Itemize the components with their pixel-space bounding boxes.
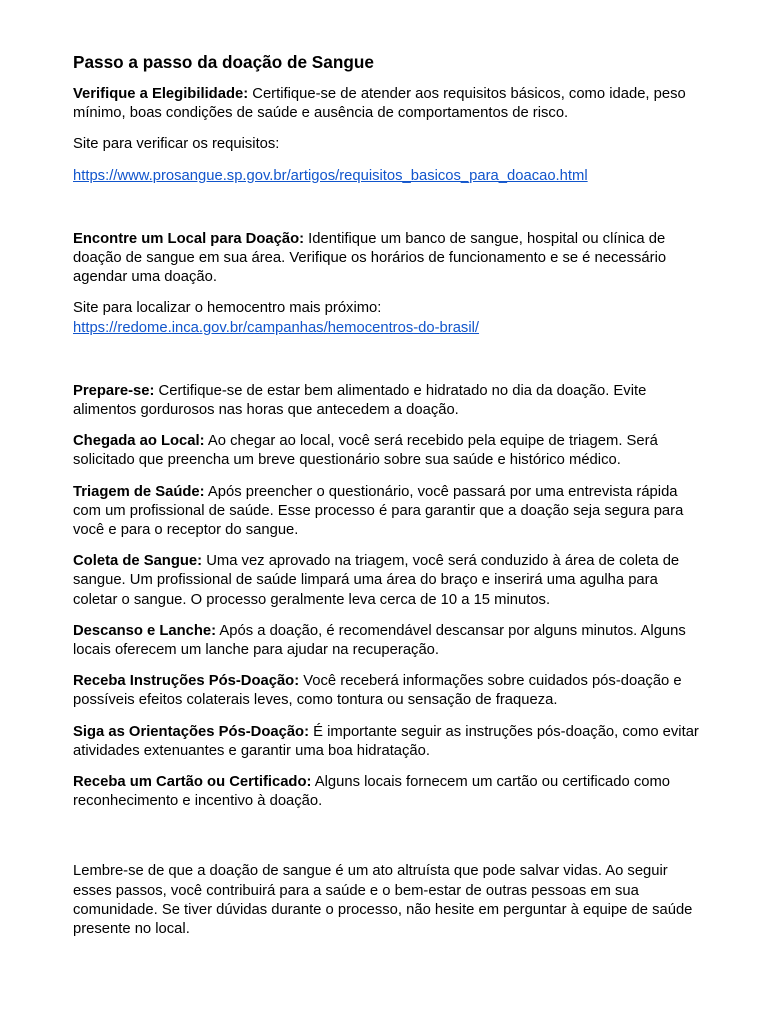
step-text: Uma vez aprovado na triagem, você será conduzido à área de coleta de sangue. Um profissional de saúde limpará uma área do braço e inserirá uma agulha para coletar o sangue. O processo geralmente leva cerca de 10 a 15 minutos. [73, 553, 680, 608]
step-paragraph [73, 672, 703, 710]
step-text: Após preencher o questionário, você passará por uma entrevista rápida com um profissional de saúde. Esse processo é para garantir que a doação seja segura para você e para o receptor do sangue. [73, 483, 684, 539]
step-label: Siga as Orientações Pós-Doação: [73, 723, 310, 740]
eligibility-label: Verifique a Elegibilidade: [73, 86, 249, 102]
requirements-link[interactable]: https://www.prosangue.sp.gov.br/artigos/requisitos_basicos_para_doacao.html [73, 167, 588, 184]
requirements-link-paragraph [73, 167, 703, 186]
eligibility-paragraph [73, 85, 703, 123]
hemocentro-site-label: Site para localizar o hemocentro mais próximo: [73, 300, 382, 317]
closing-paragraph: Lembre-se de que a doação de sangue é um ato altruísta que pode salvar vidas. Ao seguir esses passos, você contribuirá para a saúde e o bem-estar de outras pessoas em sua comunidade. Se tiver dúvidas durante o processo, não hesite em perguntar à equipe de saúde presente no local. [73, 863, 693, 938]
step-paragraph [73, 552, 703, 610]
step-text: Você receberá informações sobre cuidados pós-doação e possíveis efeitos colaterais leves, como tontura ou sensação de fraqueza. [73, 673, 682, 709]
requirements-site-label: Site para verificar os requisitos: [73, 136, 280, 153]
step-label: Coleta de Sangue: [73, 553, 203, 570]
step-label: Receba um Cartão ou Certificado: [73, 774, 312, 791]
step-label: Chegada ao Local: [73, 433, 205, 450]
step-paragraph [73, 382, 703, 420]
step-label: Descanso e Lanche: [73, 622, 217, 639]
step-paragraph [73, 432, 703, 470]
step-paragraph [73, 483, 703, 541]
step-text: Após a doação, é recomendável descansar por alguns minutos. Alguns locais oferecem um lanche para ajudar na recuperação. [73, 622, 686, 659]
step-label: Prepare-se: [73, 382, 155, 399]
step-label: Receba Instruções Pós-Doação: [73, 673, 300, 690]
location-text: Identifique um banco de sangue, hospital ou clínica de doação de sangue em sua área. Verifique os horários de funcionamento e se é necessário agendar uma doação. [73, 230, 667, 286]
step-text: Ao chegar ao local, você será recebido pela equipe de triagem. Será solicitado que preencha um breve questionário sobre sua saúde e histórico médico. [73, 433, 658, 469]
document-title: Passo a passo da doação de Sangue [73, 52, 374, 72]
step-text: Alguns locais fornecem um cartão ou certificado como reconhecimento e incentivo à doação. [73, 774, 671, 810]
eligibility-text: Certifique-se de atender aos requisitos básicos, como idade, peso mínimo, boas condições de saúde e ausência de comportamentos de risco. [73, 86, 686, 122]
step-text: Certifique-se de estar bem alimentado e hidratado no dia da doação. Evite alimentos gordurosos nas horas que antecedem a doação. [73, 382, 647, 419]
section-spacer [73, 350, 703, 382]
section-spacer [73, 198, 703, 230]
step-label: Triagem de Saúde: [73, 483, 205, 500]
section-spacer [73, 823, 703, 862]
step-paragraph [73, 723, 703, 761]
step-paragraph [73, 622, 703, 660]
hemocentro-link[interactable]: https://redome.inca.gov.br/campanhas/hemocentros-do-brasil/ [73, 319, 480, 336]
location-paragraph [73, 230, 703, 288]
document-page [73, 51, 703, 951]
step-paragraph [73, 773, 703, 811]
hemocentro-paragraph [73, 299, 703, 337]
location-label: Encontre um Local para Doação: [73, 230, 305, 247]
step-text: É importante seguir as instruções pós-doação, como evitar atividades extenuantes e garantir uma boa hidratação. [73, 723, 699, 759]
